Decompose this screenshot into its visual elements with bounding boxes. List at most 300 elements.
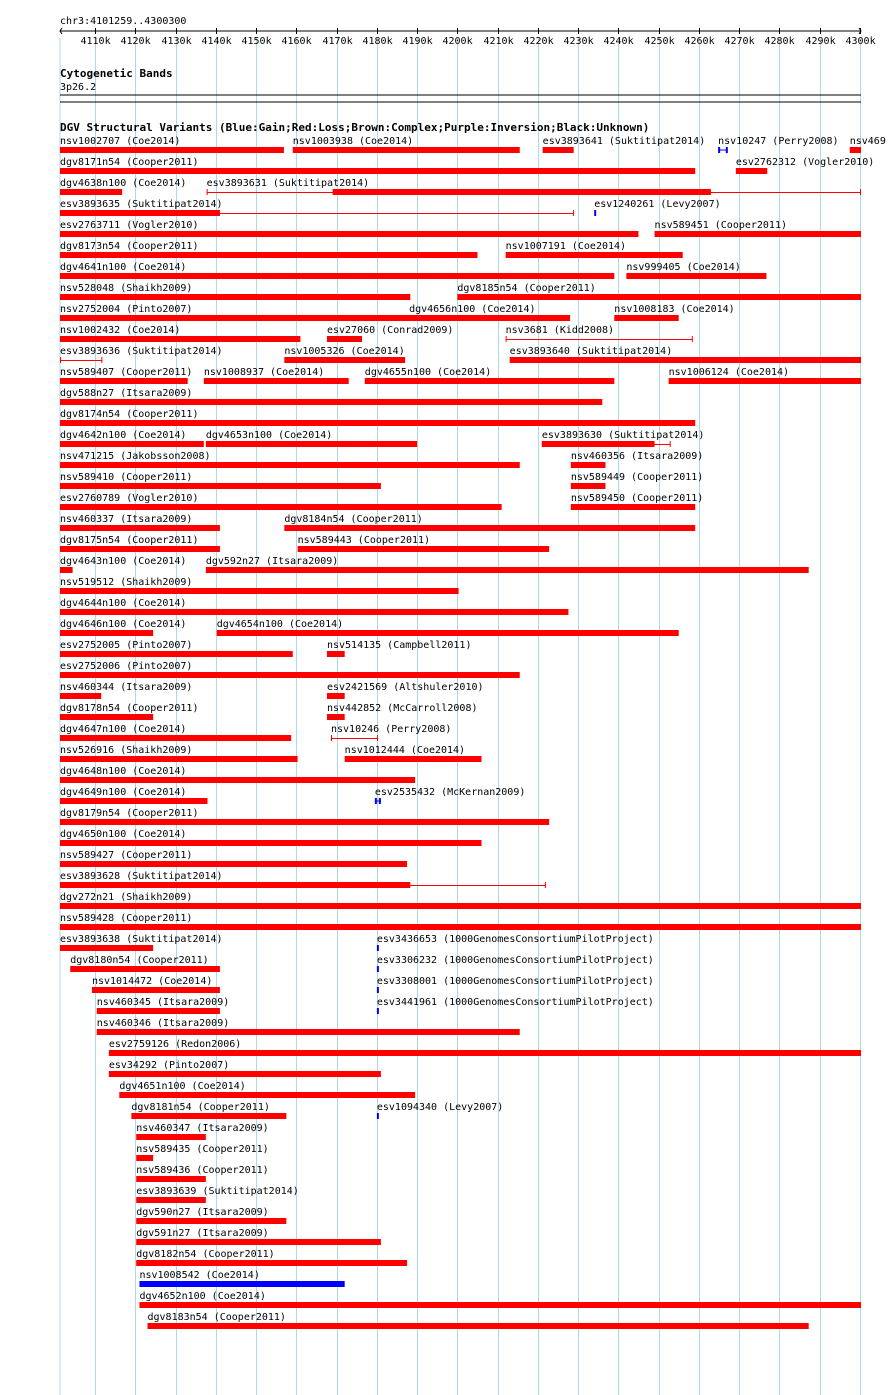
dgv-feature[interactable]	[543, 136, 706, 153]
dgv-feature[interactable]	[147, 1312, 808, 1329]
ruler-tick-label: 4130k	[161, 36, 192, 47]
feature-label: dgv8173n54 (Cooper2011)	[60, 241, 199, 252]
feature-bar[interactable]	[139, 1302, 861, 1308]
dgv-feature[interactable]	[60, 640, 293, 657]
dgv-feature[interactable]	[409, 304, 570, 321]
feature-label: nsv1008937 (Coe2014)	[203, 367, 325, 378]
dgv-feature[interactable]	[298, 535, 550, 552]
ruler-tick-label: 4180k	[362, 36, 393, 47]
feature-bar[interactable]	[60, 147, 284, 153]
ruler-tick-label: 4210k	[483, 36, 514, 47]
dgv-feature[interactable]	[377, 976, 654, 993]
feature-bar[interactable]	[60, 483, 381, 489]
dgv-feature[interactable]	[60, 619, 186, 636]
feature-bar[interactable]	[60, 546, 220, 552]
feature-label: esv3893640 (Suktitipat2014)	[509, 346, 673, 357]
feature-bar[interactable]	[327, 651, 345, 657]
feature-bar[interactable]	[409, 315, 570, 321]
feature-label: dgv4650n100 (Coe2014)	[60, 829, 187, 840]
feature-bar[interactable]	[60, 819, 549, 825]
feature-label: nsv469	[849, 136, 886, 147]
dgv-feature[interactable]	[60, 451, 520, 468]
feature-bar[interactable]	[60, 588, 459, 594]
dgv-feature[interactable]	[327, 682, 484, 699]
feature-label: nsv10246 (Perry2008)	[331, 724, 452, 735]
dgv-feature[interactable]	[655, 220, 861, 237]
feature-label: nsv589435 (Cooper2011)	[136, 1144, 269, 1155]
feature-label: esv3893630 (Suktitipat2014)	[541, 430, 705, 441]
dgv-feature[interactable]	[669, 367, 861, 384]
dgv-feature[interactable]	[131, 1102, 286, 1119]
dgv-feature[interactable]	[136, 1123, 268, 1140]
feature-bar[interactable]	[60, 231, 638, 237]
feature-label: nsv460345 (Itsara2009)	[96, 997, 230, 1008]
feature-bar[interactable]	[60, 168, 695, 174]
feature-bar[interactable]	[60, 504, 502, 510]
dgv-feature[interactable]	[506, 241, 683, 258]
dgv-feature[interactable]	[571, 451, 703, 468]
feature-label: nsv1012444 (Coe2014)	[344, 745, 466, 756]
feature-bar[interactable]	[136, 1197, 206, 1203]
feature-label: dgv4652n100 (Coe2014)	[139, 1291, 266, 1302]
feature-bar[interactable]	[60, 252, 477, 258]
feature-label: esv3436653 (1000GenomesConsortiumPilotProject)	[376, 934, 654, 945]
feature-label: dgv8178n54 (Cooper2011)	[60, 703, 199, 714]
feature-bar[interactable]	[136, 1260, 407, 1266]
dgv-feature[interactable]	[60, 367, 192, 384]
dgv-feature[interactable]	[594, 199, 720, 216]
feature-label: nsv1002432 (Coe2014)	[60, 325, 181, 336]
feature-label: dgv4648n100 (Coe2014)	[60, 766, 187, 777]
feature-label: dgv8179n54 (Cooper2011)	[60, 808, 199, 819]
feature-bar[interactable]	[60, 609, 568, 615]
dgv-feature[interactable]	[571, 493, 703, 510]
dgv-feature[interactable]	[60, 871, 546, 888]
dgv-features	[60, 136, 886, 1329]
dgv-feature[interactable]	[109, 1039, 861, 1056]
feature-label: nsv1008183 (Coe2014)	[614, 304, 735, 315]
dgv-feature[interactable]	[204, 367, 349, 384]
ruler-tick-label: 4240k	[603, 36, 634, 47]
ruler-tick-label: 4220k	[523, 36, 554, 47]
dgv-feature[interactable]	[284, 346, 405, 363]
dgv-feature[interactable]	[850, 136, 886, 153]
feature-label: nsv442852 (McCarroll2008)	[326, 703, 478, 714]
dgv-feature[interactable]	[60, 430, 204, 447]
feature-label: nsv471215 (Jakobsson2008)	[60, 451, 211, 462]
dgv-feature[interactable]	[60, 178, 186, 195]
feature-tick	[379, 798, 381, 804]
cytoband-label: 3p26.2	[60, 82, 97, 93]
dgv-feature[interactable]	[60, 787, 207, 804]
feature-bar[interactable]	[60, 399, 602, 405]
dgv-feature[interactable]	[377, 934, 654, 951]
cytoband-track-title: Cytogenetic Bands	[60, 67, 173, 80]
feature-bar[interactable]	[60, 798, 207, 804]
feature-bar[interactable]	[542, 441, 655, 447]
feature-bar[interactable]	[327, 336, 362, 342]
dgv-feature[interactable]	[92, 976, 220, 993]
dgv-feature[interactable]	[60, 829, 482, 846]
feature-label: nsv589450 (Cooper2011)	[570, 493, 704, 504]
dgv-feature[interactable]	[60, 682, 192, 699]
feature-bar[interactable]	[284, 357, 405, 363]
feature-label: nsv1006124 (Coe2014)	[668, 367, 790, 378]
dgv-feature[interactable]	[510, 346, 861, 363]
feature-tick[interactable]	[377, 966, 379, 972]
feature-label: esv3893628 (Suktitipat2014)	[60, 871, 223, 882]
feature-label: dgv4651n100 (Coe2014)	[119, 1081, 246, 1092]
feature-label: dgv8171n54 (Cooper2011)	[60, 157, 199, 168]
feature-label: esv2535432 (McKernan2009)	[374, 787, 526, 798]
dgv-feature[interactable]	[97, 997, 229, 1014]
feature-bar[interactable]	[457, 294, 861, 300]
feature-label: esv2421569 (Altshuler2010)	[326, 682, 484, 693]
feature-bar[interactable]	[571, 462, 606, 468]
dgv-feature[interactable]	[331, 724, 451, 741]
dgv-feature[interactable]	[542, 430, 705, 447]
feature-label: dgv8184n54 (Cooper2011)	[284, 514, 423, 525]
feature-label: nsv3681 (Kidd2008)	[505, 325, 615, 336]
feature-label: esv3893631 (Suktitipat2014)	[206, 178, 370, 189]
ruler-tick-label: 4260k	[684, 36, 715, 47]
dgv-feature[interactable]	[60, 325, 300, 342]
feature-bar[interactable]	[284, 525, 695, 531]
feature-bar[interactable]	[60, 756, 298, 762]
feature-label: esv1240261 (Levy2007)	[594, 199, 721, 210]
feature-tick[interactable]	[377, 987, 379, 993]
feature-label: dgv4643n100 (Coe2014)	[60, 556, 187, 567]
dgv-feature[interactable]	[327, 703, 478, 720]
ruler-tick-label: 4170k	[322, 36, 353, 47]
ruler-tick-label: 4250k	[644, 36, 675, 47]
feature-bar[interactable]	[206, 441, 417, 447]
feature-bar[interactable]	[850, 147, 861, 153]
feature-bar[interactable]	[60, 336, 300, 342]
feature-label: dgv4655n100 (Coe2014)	[364, 367, 492, 378]
feature-bar[interactable]	[136, 1134, 206, 1140]
dgv-feature[interactable]	[109, 1060, 381, 1077]
dgv-feature[interactable]	[327, 325, 453, 342]
feature-bar[interactable]	[60, 378, 188, 384]
feature-bar[interactable]	[60, 315, 437, 321]
feature-bar[interactable]	[109, 1071, 381, 1077]
feature-label: nsv589449 (Cooper2011)	[570, 472, 704, 483]
feature-label: nsv589427 (Cooper2011)	[60, 850, 193, 861]
dgv-feature[interactable]	[136, 1186, 299, 1203]
feature-label: esv3893635 (Suktitipat2014)	[60, 199, 223, 210]
feature-label: nsv589410 (Cooper2011)	[60, 472, 193, 483]
feature-bar[interactable]	[333, 189, 711, 195]
dgv-feature[interactable]	[60, 598, 568, 615]
dgv-feature[interactable]	[345, 745, 482, 762]
feature-bar[interactable]	[136, 1239, 381, 1245]
feature-bar[interactable]	[60, 777, 415, 783]
dgv-feature[interactable]	[60, 934, 223, 951]
feature-tick[interactable]	[377, 1008, 379, 1014]
ruler-tick-label: 4150k	[241, 36, 272, 47]
ruler-tick-label: 4290k	[805, 36, 836, 47]
feature-label: dgv272n21 (Shaikh2009)	[60, 892, 193, 903]
feature-label: nsv1014472 (Coe2014)	[91, 976, 213, 987]
feature-tick[interactable]	[377, 1113, 379, 1119]
feature-bar[interactable]	[327, 714, 345, 720]
feature-label: dgv8183n54 (Cooper2011)	[147, 1312, 286, 1323]
feature-label: esv3893638 (Suktitipat2014)	[60, 934, 223, 945]
feature-label: esv34292 (Pinto2007)	[108, 1060, 230, 1071]
feature-label: nsv526916 (Shaikh2009)	[60, 745, 193, 756]
feature-tick[interactable]	[377, 945, 379, 951]
dgv-feature[interactable]	[136, 1144, 268, 1161]
feature-label: nsv2752004 (Pinto2007)	[60, 304, 193, 315]
feature-bar[interactable]	[510, 357, 861, 363]
feature-bar[interactable]	[131, 1113, 286, 1119]
feature-bar[interactable]	[506, 252, 683, 258]
feature-bar[interactable]	[109, 1050, 861, 1056]
ruler-tick-label: 4230k	[563, 36, 594, 47]
feature-label: dgv8174n54 (Cooper2011)	[60, 409, 199, 420]
feature-label: dgv4644n100 (Coe2014)	[60, 598, 187, 609]
feature-label: dgv591n27 (Itsara2009)	[136, 1228, 269, 1239]
feature-bar[interactable]	[136, 1218, 286, 1224]
ruler-tick-label: 4280k	[764, 36, 795, 47]
feature-label: nsv1005326 (Coe2014)	[284, 346, 405, 357]
feature-bar[interactable]	[655, 231, 861, 237]
feature-bar[interactable]	[60, 882, 410, 888]
feature-bar[interactable]	[298, 546, 550, 552]
feature-bar[interactable]	[60, 714, 153, 720]
feature-bar[interactable]	[571, 483, 606, 489]
dgv-feature[interactable]	[60, 199, 574, 216]
ruler-label: chr3:4101259..4300300	[60, 16, 187, 27]
dgv-feature[interactable]	[365, 367, 615, 384]
feature-bar[interactable]	[147, 1323, 808, 1329]
dgv-feature[interactable]	[60, 346, 223, 363]
dgv-feature[interactable]	[60, 577, 459, 594]
ruler-tick-label: 4110k	[80, 36, 111, 47]
feature-bar[interactable]	[60, 903, 861, 909]
dgv-feature[interactable]	[60, 241, 477, 258]
ruler-tick-label: 4140k	[201, 36, 232, 47]
feature-bar[interactable]	[293, 147, 520, 153]
feature-bar[interactable]	[327, 693, 345, 699]
feature-bar[interactable]	[92, 987, 220, 993]
feature-bar[interactable]	[60, 294, 410, 300]
feature-bar[interactable]	[543, 147, 574, 153]
dgv-feature[interactable]	[284, 514, 695, 531]
feature-bar[interactable]	[60, 210, 220, 216]
dgv-feature[interactable]	[375, 787, 526, 804]
dgv-feature[interactable]	[377, 955, 654, 972]
feature-label: nsv589407 (Cooper2011)	[60, 367, 193, 378]
dgv-feature[interactable]	[136, 1228, 381, 1245]
feature-tick[interactable]	[594, 210, 596, 216]
ruler-tick-label: 4270k	[724, 36, 755, 47]
dgv-feature[interactable]	[60, 220, 638, 237]
feature-label: nsv514135 (Campbell2011)	[326, 640, 472, 651]
dgv-feature[interactable]	[614, 304, 734, 321]
dgv-feature[interactable]	[60, 388, 602, 405]
feature-bar[interactable]	[60, 840, 482, 846]
dgv-feature[interactable]	[60, 703, 198, 720]
dgv-feature[interactable]	[736, 157, 874, 174]
feature-bar[interactable]	[217, 630, 679, 636]
feature-label: esv2759126 (Redon2006)	[108, 1039, 242, 1050]
dgv-feature[interactable]	[506, 325, 693, 342]
feature-label: esv3893639 (Suktitipat2014)	[136, 1186, 299, 1197]
feature-label: esv2760789 (Vogler2010)	[60, 493, 199, 504]
feature-bar[interactable]	[70, 966, 220, 972]
feature-label: dgv4656n100 (Coe2014)	[409, 304, 536, 315]
feature-label: nsv460356 (Itsara2009)	[570, 451, 704, 462]
dgv-feature[interactable]	[60, 850, 407, 867]
feature-label: esv3893636 (Suktitipat2014)	[60, 346, 223, 357]
feature-label: esv3893641 (Suktitipat2014)	[542, 136, 706, 147]
feature-label: nsv589428 (Cooper2011)	[60, 913, 193, 924]
ruler-tick-label: 4160k	[281, 36, 312, 47]
dgv-feature[interactable]	[119, 1081, 415, 1098]
dgv-feature[interactable]	[70, 955, 220, 972]
feature-label: dgv8185n54 (Cooper2011)	[457, 283, 596, 294]
feature-bar[interactable]	[60, 672, 520, 678]
ruler-tick-label: 4120k	[120, 36, 151, 47]
feature-label: dgv4647n100 (Coe2014)	[60, 724, 187, 735]
feature-bar[interactable]	[139, 1281, 344, 1287]
feature-label: dgv8175n54 (Cooper2011)	[60, 535, 199, 546]
feature-bar[interactable]	[60, 651, 293, 657]
dgv-feature[interactable]	[217, 619, 679, 636]
dgv-feature[interactable]	[60, 136, 284, 153]
feature-label: nsv589451 (Cooper2011)	[654, 220, 788, 231]
dgv-feature[interactable]	[60, 472, 381, 489]
dgv-feature[interactable]	[60, 283, 410, 300]
dgv-feature[interactable]	[327, 640, 472, 657]
feature-label: nsv1008542 (Coe2014)	[139, 1270, 260, 1281]
feature-bar[interactable]	[119, 1092, 415, 1098]
dgv-feature[interactable]	[293, 136, 520, 153]
feature-bar[interactable]	[60, 462, 520, 468]
dgv-feature[interactable]	[136, 1249, 407, 1266]
feature-label: dgv4642n100 (Coe2014)	[60, 430, 187, 441]
feature-bar[interactable]	[571, 504, 695, 510]
dgv-feature[interactable]	[97, 1018, 520, 1035]
feature-label: nsv460346 (Itsara2009)	[96, 1018, 230, 1029]
dgv-track-title: DGV Structural Variants (Blue:Gain;Red:Loss;Brown:Complex;Purple:Inversion;Black:Unknown)	[60, 121, 650, 134]
feature-bar[interactable]	[136, 1155, 153, 1161]
feature-label: esv2752005 (Pinto2007)	[60, 640, 193, 651]
feature-label: dgv4653n100 (Coe2014)	[205, 430, 333, 441]
feature-label: dgv4641n100 (Coe2014)	[60, 262, 187, 273]
feature-bar[interactable]	[60, 273, 614, 279]
feature-bar[interactable]	[60, 735, 291, 741]
feature-bar[interactable]	[204, 378, 349, 384]
dgv-feature[interactable]	[60, 892, 861, 909]
dgv-feature[interactable]	[136, 1165, 268, 1182]
feature-tick	[726, 147, 728, 153]
feature-label: dgv8181n54 (Cooper2011)	[131, 1102, 270, 1113]
feature-label: nsv1003938 (Coe2014)	[292, 136, 414, 147]
dgv-feature[interactable]	[60, 535, 220, 552]
dgv-feature[interactable]	[377, 997, 654, 1014]
feature-bar[interactable]	[60, 945, 153, 951]
dgv-feature[interactable]	[207, 178, 861, 195]
dgv-feature[interactable]	[60, 661, 520, 678]
feature-bar[interactable]	[365, 378, 615, 384]
dgv-feature[interactable]	[60, 766, 415, 783]
feature-bar[interactable]	[60, 567, 73, 573]
feature-label: esv3441961 (1000GenomesConsortiumPilotProject)	[376, 997, 654, 1008]
feature-bar[interactable]	[206, 567, 809, 573]
feature-label: esv2752006 (Pinto2007)	[60, 661, 193, 672]
dgv-feature[interactable]	[60, 745, 298, 762]
feature-bar[interactable]	[60, 693, 101, 699]
feature-tick	[375, 798, 377, 804]
feature-bar[interactable]	[60, 630, 153, 636]
dgv-feature[interactable]	[60, 514, 220, 531]
feature-label: nsv10247 (Perry2008)	[718, 136, 839, 147]
dgv-feature[interactable]	[139, 1291, 861, 1308]
feature-label: dgv590n27 (Itsara2009)	[136, 1207, 269, 1218]
feature-label: nsv589443 (Cooper2011)	[297, 535, 431, 546]
feature-label: dgv4638n100 (Coe2014)	[60, 178, 187, 189]
dgv-feature[interactable]	[377, 1102, 503, 1119]
feature-tick	[718, 147, 720, 153]
feature-label: nsv528048 (Shaikh2009)	[60, 283, 193, 294]
feature-label: nsv1007191 (Coe2014)	[505, 241, 627, 252]
dgv-feature[interactable]	[136, 1207, 286, 1224]
feature-bar[interactable]	[136, 1176, 206, 1182]
feature-bar[interactable]	[736, 168, 767, 174]
feature-bar[interactable]	[60, 525, 220, 531]
feature-bar[interactable]	[97, 1029, 520, 1035]
feature-label: dgv4646n100 (Coe2014)	[60, 619, 187, 630]
feature-bar[interactable]	[614, 315, 678, 321]
feature-label: esv2762312 (Vogler2010)	[735, 157, 875, 168]
dgv-feature[interactable]	[206, 430, 417, 447]
feature-bar[interactable]	[345, 756, 482, 762]
feature-label: dgv588n27 (Itsara2009)	[60, 388, 193, 399]
feature-bar[interactable]	[60, 441, 204, 447]
feature-bar[interactable]	[60, 861, 407, 867]
feature-bar[interactable]	[97, 1008, 220, 1014]
feature-label: nsv1002707 (Coe2014)	[60, 136, 181, 147]
dgv-feature[interactable]	[206, 556, 809, 573]
feature-bar[interactable]	[60, 420, 695, 426]
dgv-feature[interactable]	[139, 1270, 344, 1287]
dgv-feature[interactable]	[60, 556, 186, 573]
feature-bar[interactable]	[669, 378, 861, 384]
ruler-tick-label: 4190k	[402, 36, 433, 47]
feature-label: nsv589436 (Cooper2011)	[136, 1165, 269, 1176]
feature-bar[interactable]	[60, 924, 861, 930]
feature-label: esv2763711 (Vogler2010)	[60, 220, 199, 231]
dgv-feature[interactable]	[60, 808, 549, 825]
ruler-tick-label: 4300k	[845, 36, 876, 47]
dgv-feature[interactable]	[626, 262, 766, 279]
feature-label: nsv460347 (Itsara2009)	[136, 1123, 269, 1134]
dgv-feature[interactable]	[60, 304, 437, 321]
feature-bar[interactable]	[626, 273, 766, 279]
feature-bar[interactable]	[60, 189, 122, 195]
dgv-feature[interactable]	[60, 913, 861, 930]
feature-label: dgv8180n54 (Cooper2011)	[70, 955, 209, 966]
dgv-feature[interactable]	[571, 472, 703, 489]
dgv-feature[interactable]	[60, 493, 502, 510]
feature-label: nsv519512 (Shaikh2009)	[60, 577, 193, 588]
feature-label: dgv4654n100 (Coe2014)	[216, 619, 344, 630]
feature-label: nsv999405 (Coe2014)	[626, 262, 741, 273]
feature-label: esv3306232 (1000GenomesConsortiumPilotProject)	[376, 955, 654, 966]
